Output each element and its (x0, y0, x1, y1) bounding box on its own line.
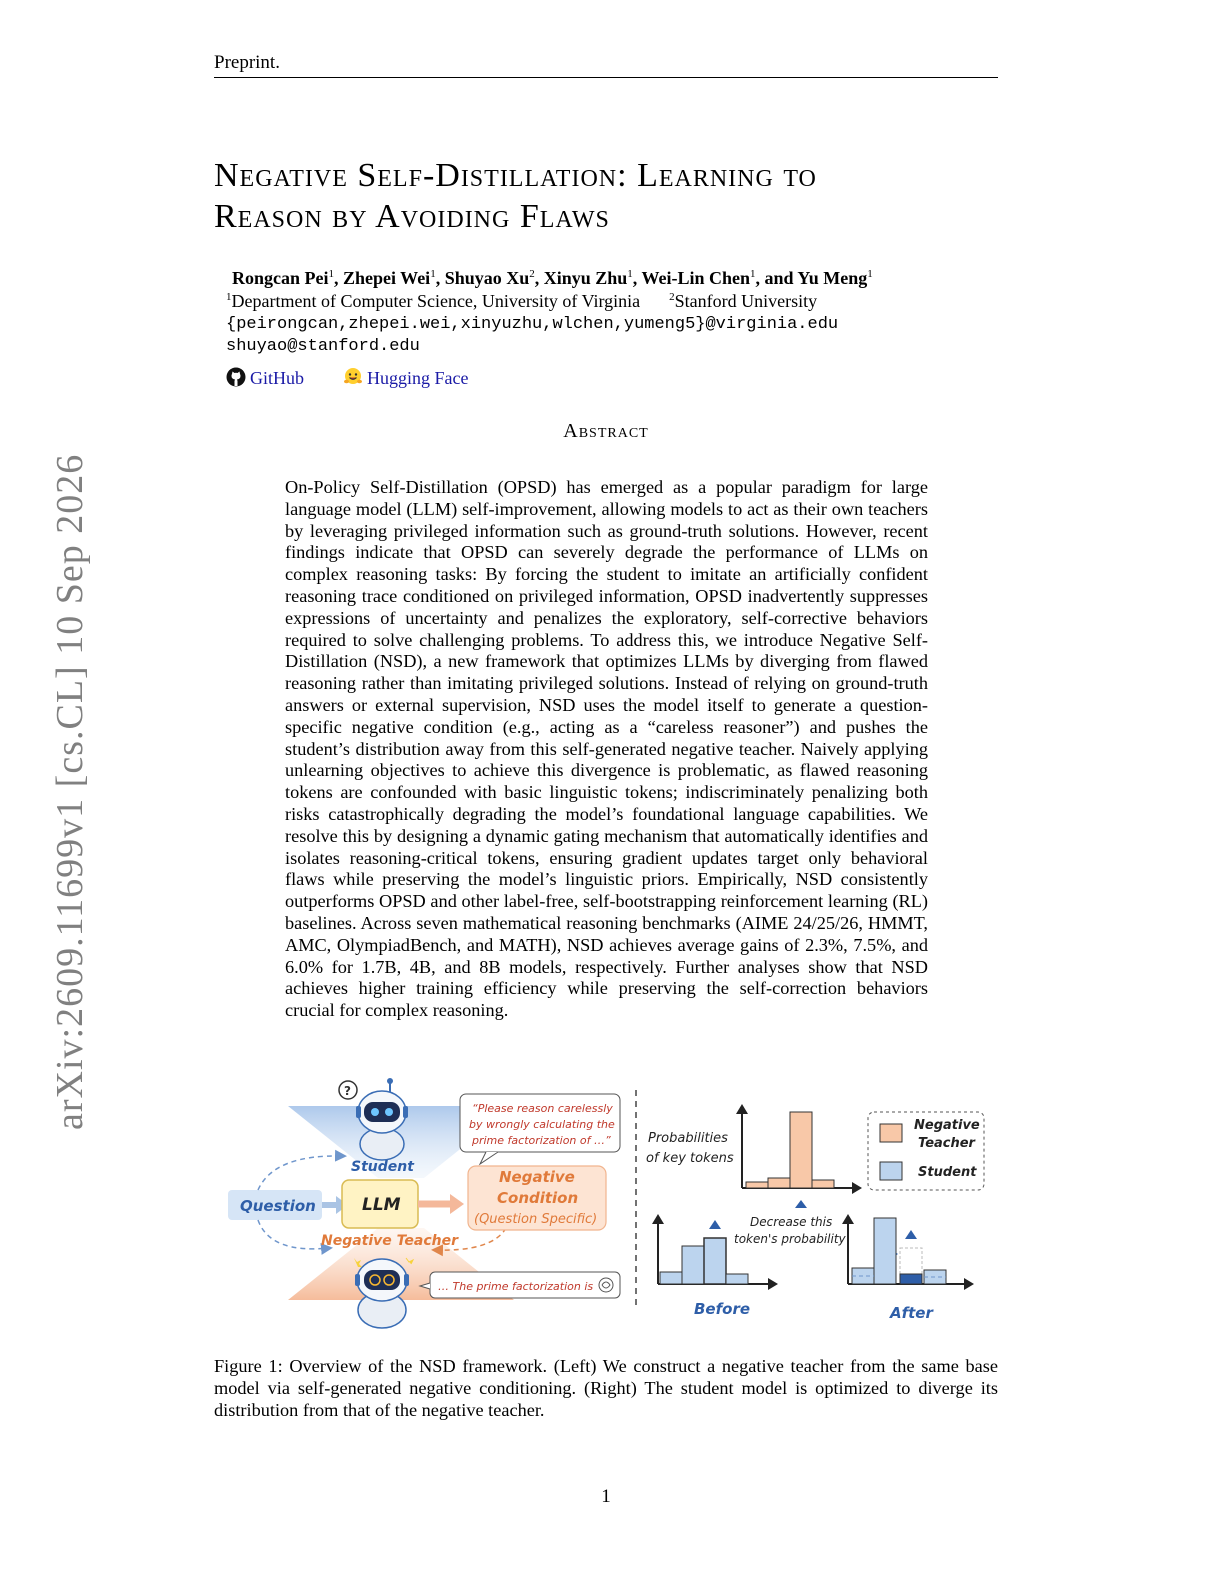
neg-condition-line2: Condition (497, 1189, 579, 1207)
affiliation-stanford: $^2$Stanford University (669, 291, 818, 311)
prob-label-line2: of key tokens (646, 1151, 734, 1166)
abstract-body: On-Policy Self-Distillation (OPSD) has emerged as a popular paradigm for large language model (LLM) self-improvement, allowing models to act as their own teachers by leveraging privileged information such as ground-truth solutions. However, recent findings indicate that OPSD can severely degrade the performance of LLMs on complex reasoning tasks: By forcing the student to imitate an artificially confident reasoning trace conditioned on privileged information, OPSD inadvertently suppresses expressions of uncertainty and penalizes the exploratory, self-corrective behaviors required to solve challenging problems. To address this, we introduce Negative Self-Distillation (NSD), a new framework that optimizes LLMs by diverging from flawed reasoning rather than imitating privileged solutions. Instead of relying on ground-truth answers or external supervision, NSD uses the model itself to generate a question-specific negative condition (e.g., acting as a “careless reasoner”) and pushes the student’s distribution away from this self-generated negative teacher. Naively applying unlearning objectives to achieve this divergence is problematic, as flawed reasoning tokens are confounded with basic linguistic tokens; indiscriminately penalizing both risks catastrophically degrading the model’s foundational language capabilities. We resolve this by designing a dynamic gating mechanism that automatically identifies and isolates reasoning-critical tokens, ensuring gradient updates target only behavioral flaws while preserving the model’s linguistic priors. Empirically, NSD consistently outperforms OPSD and other label-free, self-bootstrapping reinforcement learning (RL) baselines. Across seven mathematical reasoning benchmarks (AIME 24/25/26, HMMT, AMC, OlympiadBench, and MATH), NSD achieves average gains of 2.3%, 7.5%, and 6.0% for 1.7B, 4B, and 8B models, respectively. Further analyses show that NSD achieves higher training efficiency while preserving the self-correction behaviors crucial for complex reasoning. (285, 477, 928, 1021)
neg-condition-line1: Negative (499, 1168, 575, 1186)
email-stanford[interactable]: shuyao@stanford.edu (226, 337, 420, 356)
github-icon (226, 367, 246, 392)
arxiv-identifier[interactable]: arXiv:2609.11699v1 [cs.CL] 10 Sep 2026 (49, 453, 91, 1130)
author: Zhepei Wei$^1$, (343, 268, 445, 288)
header-rule (214, 77, 998, 78)
hugging-face-icon (343, 367, 363, 392)
svg-text:?: ? (344, 1084, 351, 1098)
arrow-label-line2: token's probability (734, 1232, 846, 1246)
github-link[interactable]: GitHub (226, 368, 309, 388)
after-label: After (890, 1304, 933, 1322)
key-token-marker (709, 1220, 721, 1229)
before-label: Before (694, 1300, 751, 1318)
negative-teacher-label: Negative Teacher (321, 1233, 459, 1249)
llm-label: LLM (362, 1195, 401, 1215)
preprint-label: Preprint. (214, 52, 280, 73)
student-bar (660, 1272, 682, 1284)
student-bar (726, 1274, 748, 1284)
student-bar (682, 1246, 704, 1284)
title-line-1: Negative Self-Distillation: Learning to (214, 157, 817, 194)
key-token-marker (795, 1200, 807, 1208)
author-list (232, 268, 873, 289)
email-virginia[interactable]: {peirongcan,zhepei.wei,xinyuzhu,wlchen,yumeng5}@virginia.edu (226, 315, 839, 334)
author: Shuyao Xu$^2$, (444, 268, 544, 288)
question-to-teacher-curve (258, 1220, 330, 1249)
page-number: 1 (601, 1486, 611, 1507)
top-distribution-chart (736, 1104, 862, 1208)
prompt-bubble-line2: by wrongly calculating the (469, 1118, 615, 1131)
figure-1 (214, 1072, 998, 1347)
author: Xinyu Zhu$^1$, (543, 268, 642, 288)
output-bubble-text: … The prime factorization is (438, 1280, 594, 1293)
author: Wei-Lin Chen$^1$, (641, 268, 765, 288)
student-bar (874, 1218, 896, 1284)
teacher-bar (768, 1178, 790, 1188)
chart-legend (868, 1112, 984, 1190)
teacher-bar (746, 1182, 768, 1188)
neg-condition-line3: (Question Specific) (474, 1212, 598, 1227)
prob-label-line1: Probabilities (648, 1131, 728, 1146)
affiliations (226, 291, 817, 312)
student-dashed-curve (258, 1156, 344, 1190)
student-label: Student (351, 1159, 414, 1175)
key-token-marker (905, 1230, 917, 1239)
legend-negative-teacher-line2: Teacher (918, 1136, 975, 1151)
huggingface-link[interactable]: Hugging Face (343, 368, 468, 388)
prompt-bubble-line1: “Please reason carelessly (472, 1102, 613, 1115)
legend-student: Student (918, 1165, 977, 1180)
teacher-bar (790, 1112, 812, 1188)
resource-links (226, 367, 468, 392)
author: and Yu Meng$^1$ (764, 268, 873, 288)
affiliation-uva: $^1$Department of Computer Science, University of Virginia (226, 291, 641, 311)
student-bar (704, 1238, 726, 1284)
question-label: Question (240, 1197, 316, 1215)
paper-title (214, 155, 817, 237)
author: Rongcan Pei$^1$, (232, 268, 343, 288)
legend-negative-teacher-line1: Negative (914, 1118, 980, 1133)
title-line-2: Reason by Avoiding Flaws (214, 198, 610, 235)
arrow-label-line1: Decrease this (750, 1215, 833, 1229)
prompt-bubble-line3: prime factorization of …” (472, 1134, 611, 1147)
teacher-bar (812, 1180, 834, 1188)
figure-caption: Figure 1: Overview of the NSD framework. (Left) We construct a negative teacher from the same base model via self-generated negative conditioning. (Right) The student model is optimized to diverge its distribution from that of the negative teacher. (214, 1356, 998, 1420)
student-bar (900, 1274, 922, 1284)
abstract-heading: Abstract (563, 420, 649, 442)
